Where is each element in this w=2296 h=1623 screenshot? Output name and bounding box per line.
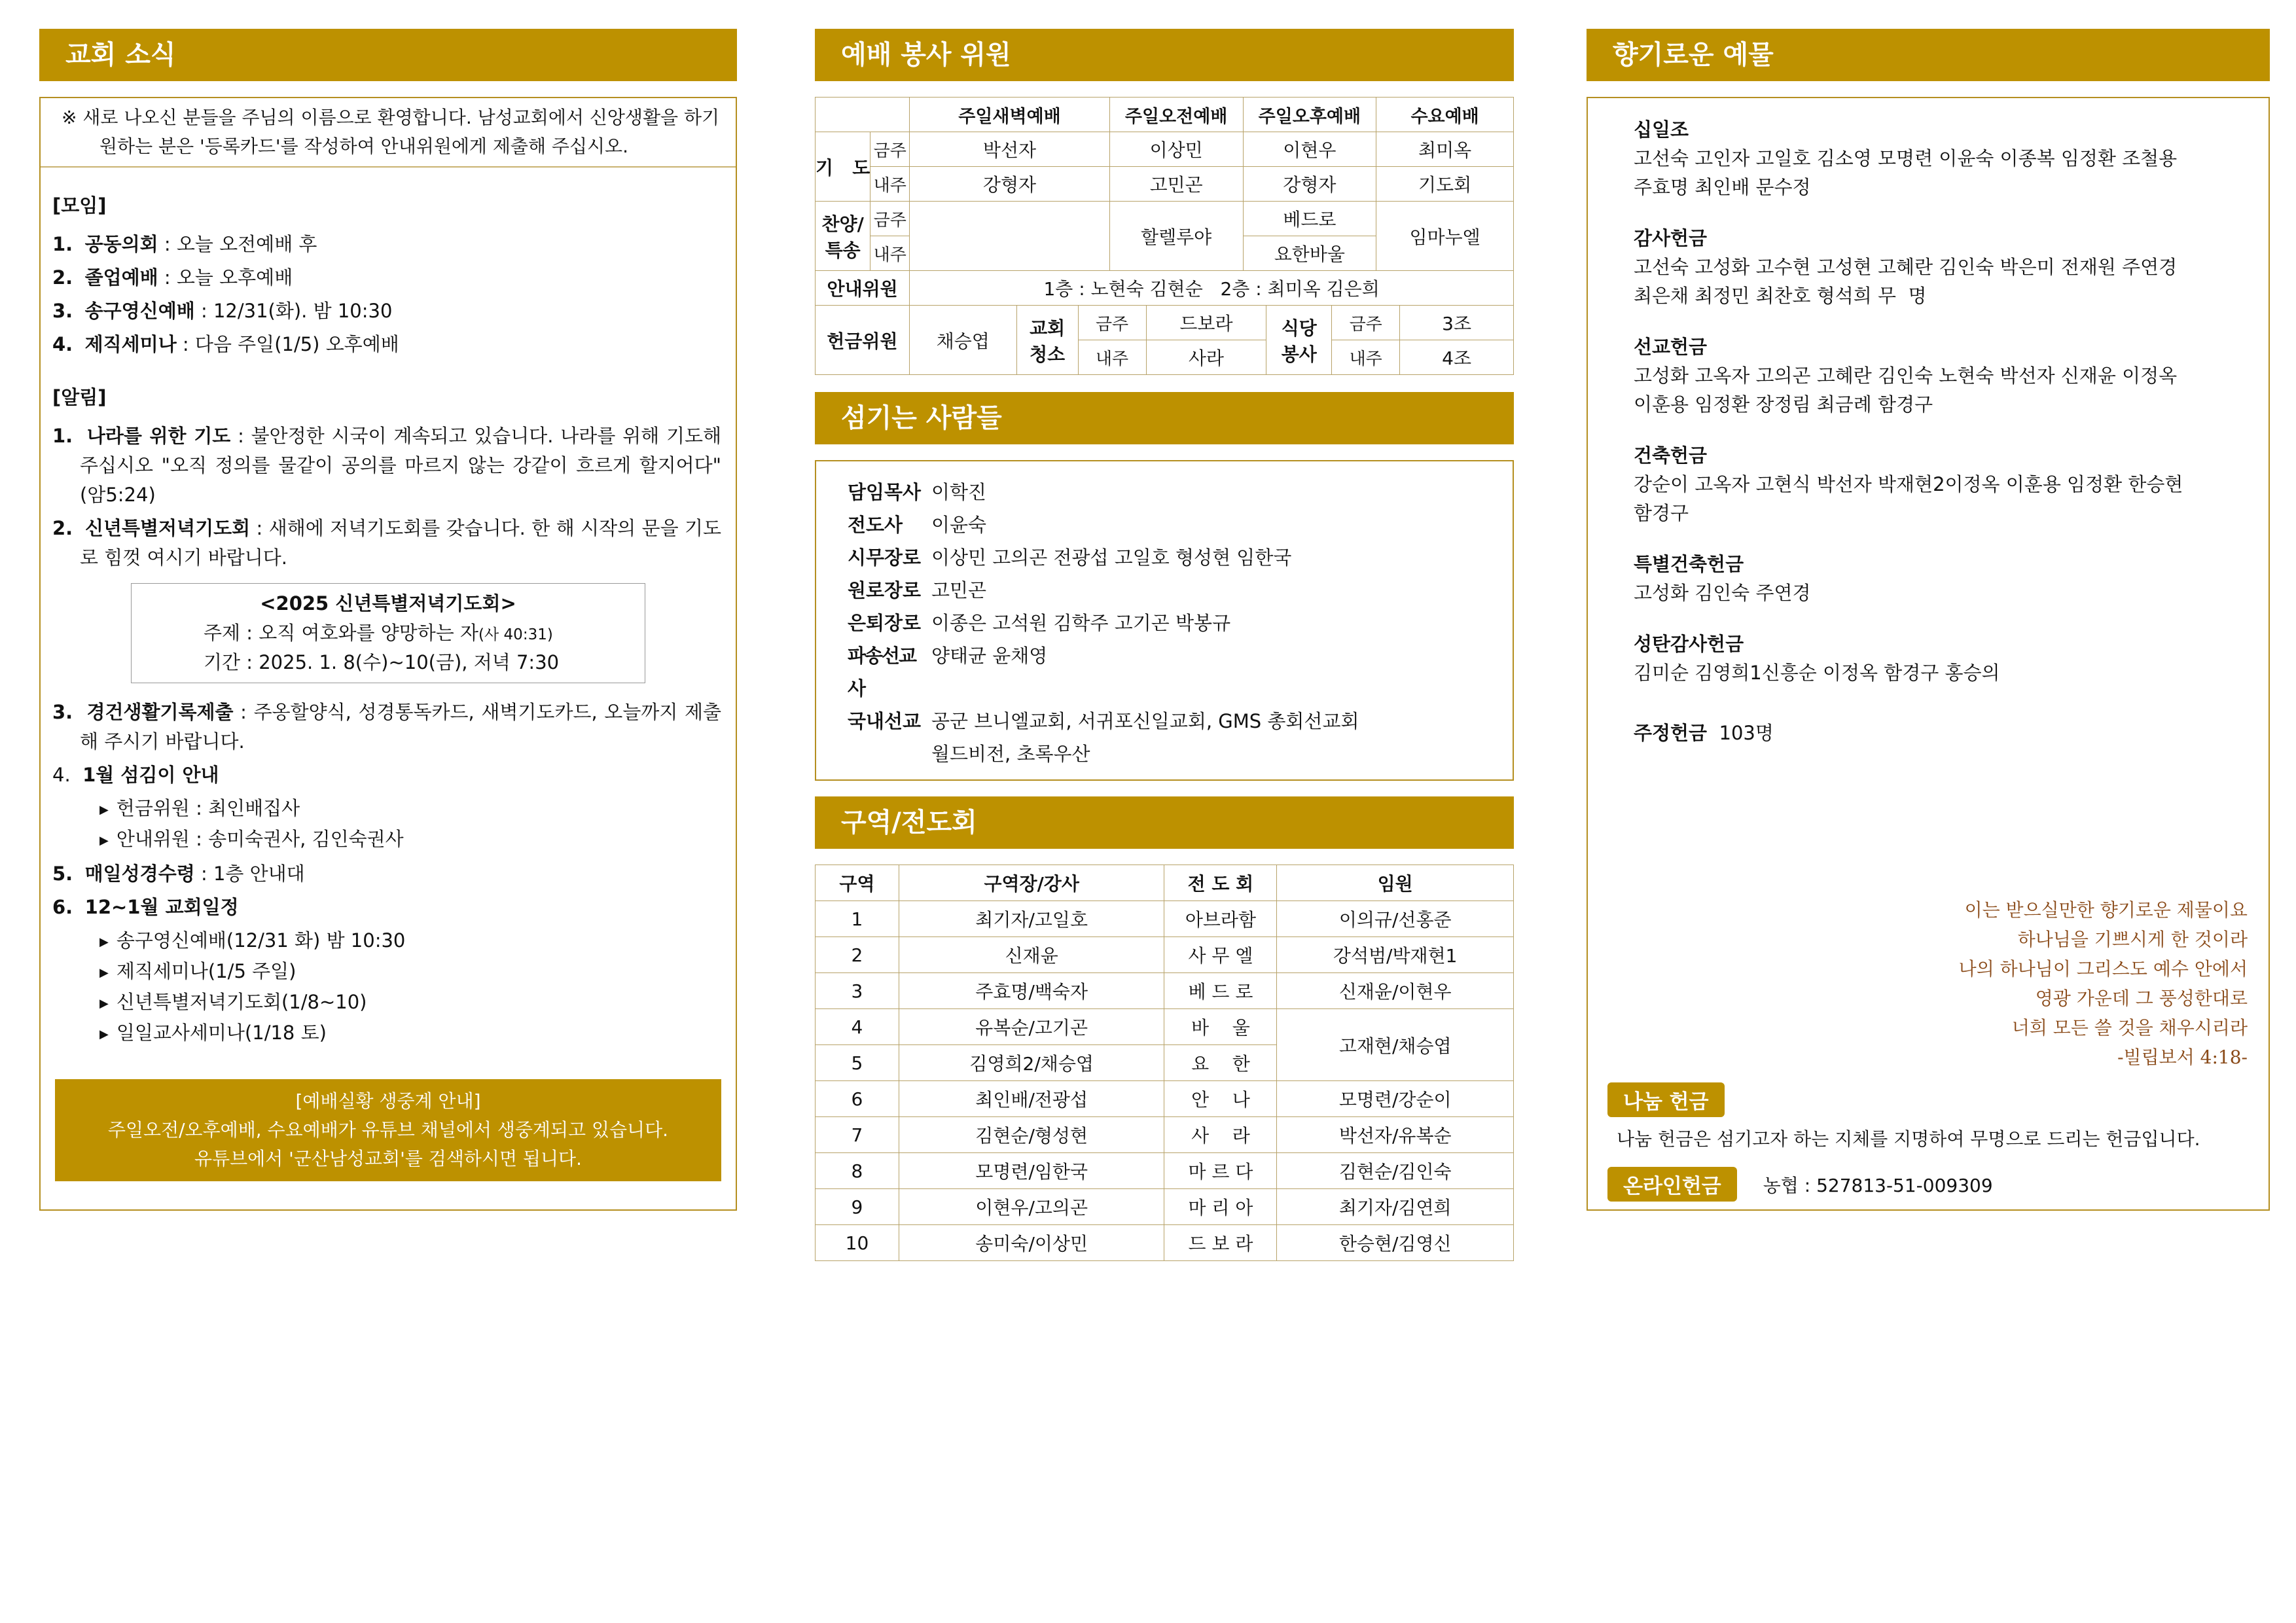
offering-group: 건축헌금 강순이 고옥자 고현식 박선자 박재현2이정옥 이훈용 임정환 한승현 함경구 [1634,444,2183,524]
col-header: 주일오후예배 [1243,98,1376,132]
week-label: 내주 [1078,340,1146,375]
cell: 요한바울 [1243,236,1376,271]
sub-item: ▶ 안내위원 : 송미숙권사, 김인숙권사 [99,828,404,850]
sub-item: ▶ 송구영신예배(12/31 화) 밤 10:30 [99,929,406,952]
meeting-item: 4. 제직세미나 : 다음 주일(1/5) 오후예배 [52,333,399,355]
cell: 박선자 [910,132,1110,167]
meeting-item: 1. 공동의회 : 오늘 오전예배 후 [52,233,317,255]
share-offering-label: 나눔 헌금 [1607,1082,1725,1117]
cleaning-label: 교회 청소 [1016,306,1078,375]
offering-group: 성탄감사헌금 김미순 김영희1신흥순 이정옥 함경구 홍승의 [1634,633,2000,684]
week-label: 금주 [1332,306,1400,340]
alert-item: 1. 나라를 위한 기도 : 불안정한 시국이 계속되고 있습니다. 나라를 위해 기도해 주십시오 "오직 정의를 물같이 공의를 마르지 않는 강같이 흐르게 할지어다"(암5:24) [52,425,722,506]
cell: 강형자 [910,167,1110,202]
staff-list [816,461,1513,779]
service-title: 예배 봉사 위원 [815,29,1514,81]
cell: 4조 [1400,340,1514,375]
districts-title: 구역/전도회 [815,796,1514,849]
cell: 기도회 [1376,167,1514,202]
cell: 임마누엘 [1376,202,1514,271]
col-header: 구역장/강사 [899,865,1164,901]
service-duty-table [815,305,1514,375]
service-column [815,29,1514,1261]
sub-item: ▶ 신년특별저녁기도회(1/8~10) [99,991,367,1013]
col-header: 주일새벽예배 [910,98,1110,132]
offering-name: 채승엽 [909,306,1016,375]
corner-cell [816,98,910,132]
col-header: 전 도 회 [1164,865,1277,901]
scripture-verse: 이는 받으실만한 향기로운 제물이요 하나님을 기쁘시게 한 것이라 나의 하나님이 그리스도 예수 안에서 영광 가운데 그 풍성한대로 너희 모든 쓸 것을 채우시리라 -빌립보서 4:18- [1958,899,2248,1068]
staff-box [815,460,1514,781]
live-stream-title: [예배실황 생중계 안내] [295,1090,481,1112]
week-label: 내주 [870,167,910,202]
sub-item: ▶ 헌금위원 : 최인배집사 [99,797,300,819]
col-header: 주일오전예배 [1109,98,1243,132]
triangle-bullet-icon: ▶ [99,935,109,949]
table-row: 10 송미숙/이상민 드 보 라 한승현/김영신 [816,1225,1514,1261]
triangle-bullet-icon: ▶ [99,997,109,1010]
offering-group: 선교헌금 고성화 고옥자 고의곤 고혜란 김인숙 노현숙 박선자 신재윤 이정옥 이훈용 임정환 장정림 최금례 함경구 [1634,336,2178,416]
alert-item: 6. 12~1월 교회일정 [52,896,239,918]
live-stream-line: 유튜브에서 '군산남성교회'를 검색하시면 됩니다. [194,1148,582,1169]
news-title: 교회 소식 [39,29,737,81]
live-stream-notice [55,1079,721,1181]
week-label: 내주 [870,236,910,271]
meeting-item: 2. 졸업예배 : 오늘 오후예배 [52,266,293,289]
offering-group: 십일조 고선숙 고인자 고일호 김소영 모명련 이윤숙 이종복 임정환 조철용 주효명 최인배 문수정 [1634,118,2178,198]
usher-names: 1층 : 노현숙 김현순 2층 : 최미옥 김은희 [910,271,1514,306]
week-label: 금주 [1078,306,1146,340]
cell: 이상민 [1109,132,1243,167]
online-offering-account: 농협 : 527813-51-009309 [1763,1174,1993,1196]
news-column [39,29,737,1211]
online-offering-label: 온라인헌금 [1607,1167,1737,1202]
offering-label: 헌금위원 [816,306,910,375]
meetings-list [41,230,736,359]
staff-row: 전도사 이윤숙 [848,514,987,536]
sub-item: ▶ 제직세미나(1/5 주일) [99,960,296,982]
staff-row: 시무장로 이상민 고의곤 전광섭 고일호 형성현 임한국 [848,546,1292,569]
prayer-meeting-theme: 주제 : 오직 여호와를 양망하는 자(사 40:31) [204,622,553,644]
cell: 사라 [1146,340,1266,375]
cell: 최미옥 [1376,132,1514,167]
triangle-bullet-icon: ▶ [99,966,109,980]
week-label: 금주 [870,202,910,236]
meetings-header: [모임] [52,194,107,217]
table-row: 5 김영희2/채승엽 요 한 [816,1045,1514,1081]
cell: 이현우 [1243,132,1376,167]
offerings-title: 향기로운 예물 [1587,29,2270,81]
table-row: 6 최인배/전광섭 안 나 모명련/강순이 [816,1081,1514,1117]
prayer-meeting-title: <2025 신년특별저녁기도회> [260,592,516,615]
staff-row: 파송선교사 양태균 윤채영 [848,645,1048,700]
meal-label: 식당 봉사 [1266,306,1332,375]
offerings-list [1588,98,2269,776]
offering-group: 특별건축헌금 고성화 김인숙 주연경 [1634,553,1811,604]
cell: 강형자 [1243,167,1376,202]
cell: 드보라 [1146,306,1266,340]
cell: 3조 [1400,306,1514,340]
offerings-box [1587,97,2270,1211]
triangle-bullet-icon: ▶ [99,834,109,847]
staff-row: 은퇴장로 이종은 고석원 김학주 고기곤 박봉규 [848,612,1231,634]
table-row: 4 유복순/고기곤 바 울 고재현/채승엽 [816,1009,1514,1045]
col-header: 구역 [816,865,899,901]
alert-item: 5. 매일성경수령 : 1층 안내대 [52,863,305,885]
col-header: 임원 [1277,865,1514,901]
sub-item: ▶ 일일교사세미나(1/18 토) [99,1022,327,1044]
alert-item: 3. 경건생활기록제출 : 주옹할양식, 성경통독카드, 새벽기도카드, 오늘까지 제출해 주시기 바랍니다. [52,701,721,753]
prayer-meeting-box [131,583,645,683]
staff-row: 원로장로 고민곤 [848,579,987,601]
alert-item: 4. 1월 섬김이 안내 [52,764,219,786]
triangle-bullet-icon: ▶ [99,803,109,817]
week-label: 금주 [870,132,910,167]
meeting-item: 3. 송구영신예배 : 12/31(화). 밤 10:30 [52,300,393,322]
share-offering-text: 나눔 헌금은 섬기고자 하는 지체를 지명하여 무명으로 드리는 헌금입니다. [1617,1128,2200,1150]
col-header: 수요예배 [1376,98,1514,132]
usher-label: 안내위원 [816,271,910,306]
service-table [815,97,1514,306]
cell: 고민곤 [1109,167,1243,202]
prayer-label: 기 도 [816,132,870,202]
triangle-bullet-icon: ▶ [99,1027,109,1041]
prayer-meeting-period: 기간 : 2025. 1. 8(수)~10(금), 저녁 7:30 [204,651,560,673]
alert-item: 2. 신년특별저녁기도회 : 새해에 저녁기도회를 갖습니다. 한 해 시작의 문을 기도로 힘껏 여시기 바랍니다. [52,517,722,569]
table-row: 2 신재윤 사 무 엘 강석범/박재현1 [816,937,1514,973]
news-box [39,97,737,1211]
offering-group: 감사헌금 고선숙 고성화 고수현 고성현 고혜란 김인숙 박은미 전재원 주연경 최은채 최정민 최찬호 형석희 무 명 [1634,227,2178,307]
staff-title: 섬기는 사람들 [815,392,1514,444]
share-offering [1607,1082,2269,1151]
welcome-notice: ※ 새로 나오신 분들을 주님의 이름으로 환영합니다. 남성교회에서 신앙생활을 하기 원하는 분은 '등록카드'를 작성하여 안내위원에게 제출해 주십시오. [41,98,736,168]
live-stream-line: 주일오전/오후예배, 수요예배가 유튜브 채널에서 생중계되고 있습니다. [107,1119,669,1141]
cell: 할렐루야 [1109,202,1243,271]
staff-row: 담임목사 이학진 [848,481,987,503]
districts-table [815,865,1514,1261]
online-offering [1607,1167,2269,1202]
table-row: 7 김현순/형성현 사 라 박선자/유복순 [816,1117,1514,1153]
table-row: 8 모명련/임한국 마 르 다 김현순/김인숙 [816,1153,1514,1189]
staff-row: 월드비전, 초록우산 [931,743,1090,765]
alerts-header: [알림] [52,386,107,408]
cell: 베드로 [1243,202,1376,236]
weekday-offering: 주정헌금 103명 [1634,722,1774,744]
choir-label: 찬양/특송 [816,202,870,271]
cell [910,202,1110,271]
staff-row: 국내선교 공군 브니엘교회, 서귀포신일교회, GMS 총회선교회 [848,710,1359,732]
offerings-column [1587,29,2270,1211]
table-row: 9 이현우/고의곤 마 리 아 최기자/김연희 [816,1189,1514,1225]
table-row: 1 최기자/고일호 아브라함 이의규/선홍준 [816,901,1514,937]
table-row: 3 주효명/백숙자 베 드 로 신재윤/이현우 [816,973,1514,1009]
week-label: 내주 [1332,340,1400,375]
